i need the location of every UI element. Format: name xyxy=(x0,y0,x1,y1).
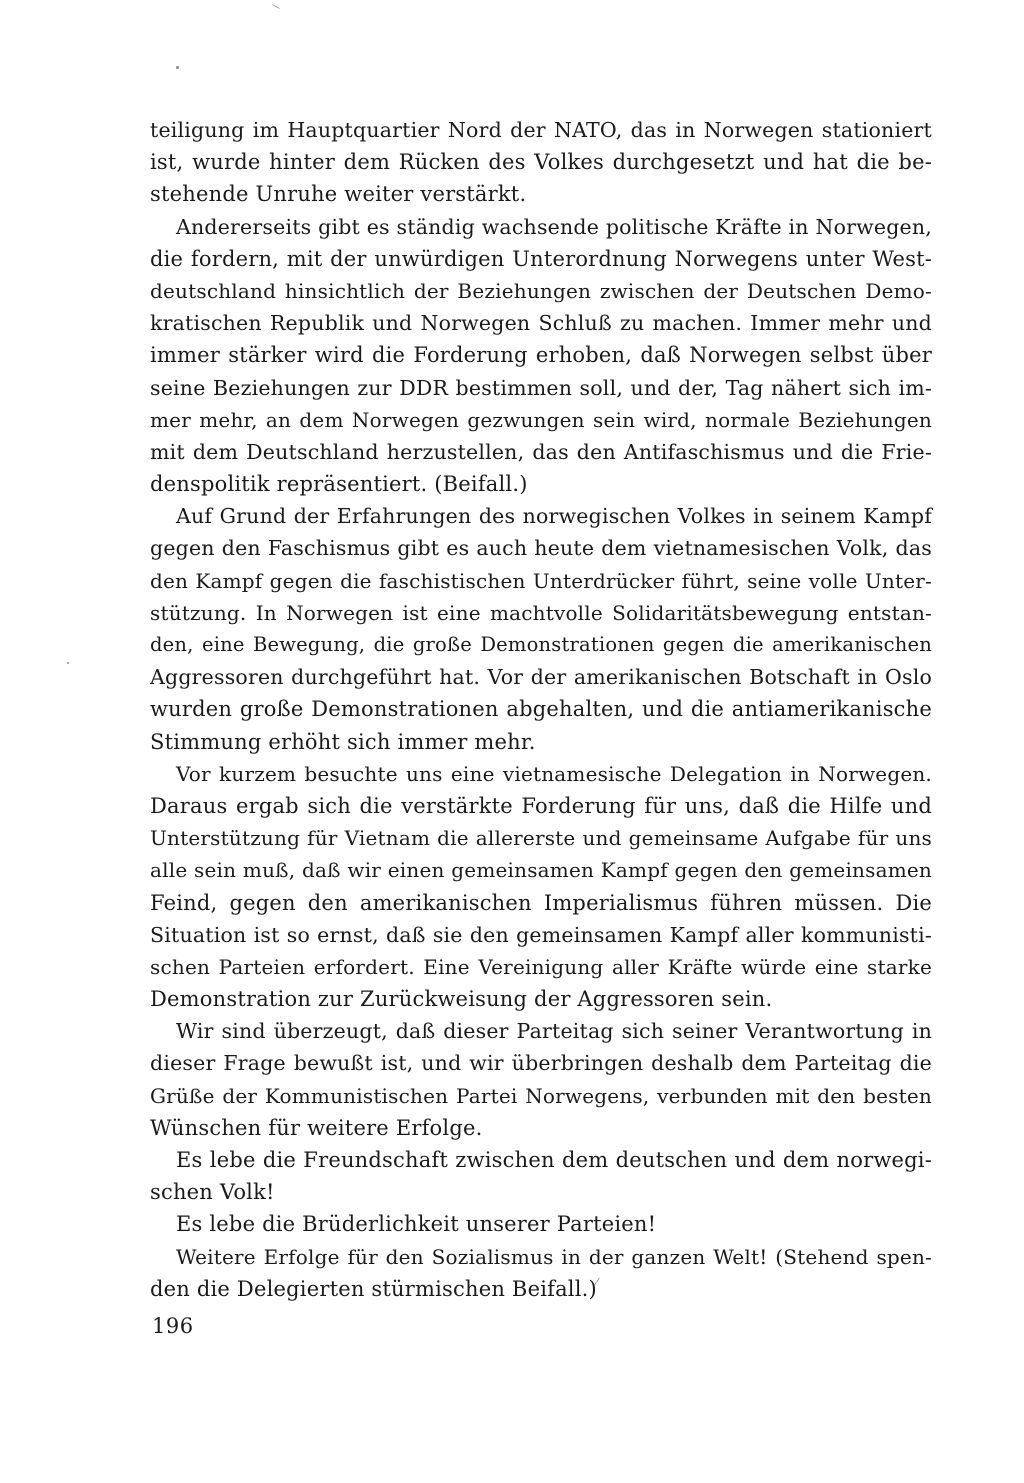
text-line: Es lebe die Freundschaft zwischen dem deutschen und dem norwegi- xyxy=(176,1148,932,1172)
text-line: Feind, gegen den amerikanischen Imperialismus führen müssen. Die xyxy=(150,890,932,915)
text-line: stützung. In Norwegen ist eine machtvolle Solidaritätsbewegung entstan- xyxy=(150,600,932,625)
text-line: schen Parteien erfordert. Eine Vereinigung aller Kräfte würde eine starke xyxy=(150,954,932,979)
text-line: Daraus ergab sich die verstärkte Forderung für uns, daß die Hilfe und xyxy=(150,793,932,818)
scan-speck xyxy=(176,66,179,69)
text-line: den, eine Bewegung, die große Demonstrationen gegen die amerikanischen xyxy=(150,633,932,656)
text-line: Unterstützung für Vietnam die allererste und gemeinsame Aufgabe für uns xyxy=(150,826,932,851)
body-text xyxy=(150,114,932,1305)
text-line: mit dem Deutschland herzustellen, das den Antifaschismus und die Frie- xyxy=(150,439,932,464)
text-line: denspolitik repräsentiert. (Beifall.) xyxy=(150,472,528,497)
text-line: stehende Unruhe weiter verstärkt. xyxy=(150,182,527,207)
text-line: Situation ist so ernst, daß sie den gemeinsamen Kampf aller kommunisti- xyxy=(150,922,932,947)
text-line: Wir sind überzeugt, daß dieser Parteitag sich seiner Verantwortung in xyxy=(176,1019,932,1044)
scan-speck xyxy=(67,662,69,664)
text-line: Grüße der Kommunistischen Partei Norwegens, verbunden mit den besten xyxy=(150,1083,932,1108)
text-line: alle sein muß, daß wir einen gemeinsamen Kampf gegen den gemeinsamen xyxy=(150,858,932,883)
text-line: wurden große Demonstrationen abgehalten, und die antiamerikanische xyxy=(150,697,932,722)
text-line: teiligung im Hauptquartier Nord der NATO, das in Norwegen stationiert xyxy=(150,118,932,142)
text-line: seine Beziehungen zur DDR bestimmen soll, und der, Tag nähert sich im- xyxy=(150,375,932,400)
text-line: schen Volk! xyxy=(150,1180,275,1205)
text-line: dieser Frage bewußt ist, und wir überbringen deshalb dem Parteitag die xyxy=(150,1051,932,1076)
text-line: mer mehr, an dem Norwegen gezwungen sein wird, normale Beziehungen xyxy=(150,407,932,432)
text-line: Vor kurzem besuchte uns eine vietnamesische Delegation in Norwegen. xyxy=(176,761,932,786)
text-line: kratischen Republik und Norwegen Schluß zu machen. Immer mehr und xyxy=(150,311,932,336)
text-line: deutschland hinsichtlich der Beziehungen zwischen der Deutschen Demo- xyxy=(150,278,932,303)
text-line: die fordern, mit der unwürdigen Unterordnung Norwegens unter West- xyxy=(150,246,932,271)
text-line: Stimmung erhöht sich immer mehr. xyxy=(150,729,536,754)
text-line: Wünschen für weitere Erfolge. xyxy=(150,1115,483,1140)
text-line: immer stärker wird die Forderung erhoben, daß Norwegen selbst über xyxy=(150,343,932,368)
text-line: Demonstration zur Zurückweisung der Aggressoren sein. xyxy=(150,987,773,1012)
text-line: den Kampf gegen die faschistischen Unterdrücker führt, seine volle Unter- xyxy=(150,568,932,593)
text-line: gegen den Faschismus gibt es auch heute dem vietnamesischen Volk, das xyxy=(150,536,932,561)
page-number: 196 xyxy=(152,1314,194,1338)
text-line: Andererseits gibt es ständig wachsende politische Kräfte in Norwegen, xyxy=(176,214,932,239)
text-line: Weitere Erfolge für den Sozialismus in der ganzen Welt! (Stehend spen- xyxy=(176,1244,932,1269)
text-line: Auf Grund der Erfahrungen des norwegischen Volkes in seinem Kampf xyxy=(176,504,932,529)
text-line: ist, wurde hinter dem Rücken des Volkes durchgesetzt und hat die be- xyxy=(150,150,932,175)
scan-mark xyxy=(272,4,279,9)
text-line: den die Delegierten stürmischen Beifall.) xyxy=(150,1276,597,1301)
text-line: Aggressoren durchgeführt hat. Vor der amerikanischen Botschaft in Oslo xyxy=(150,665,932,690)
text-line: Es lebe die Brüderlichkeit unserer Parteien! xyxy=(176,1212,657,1237)
